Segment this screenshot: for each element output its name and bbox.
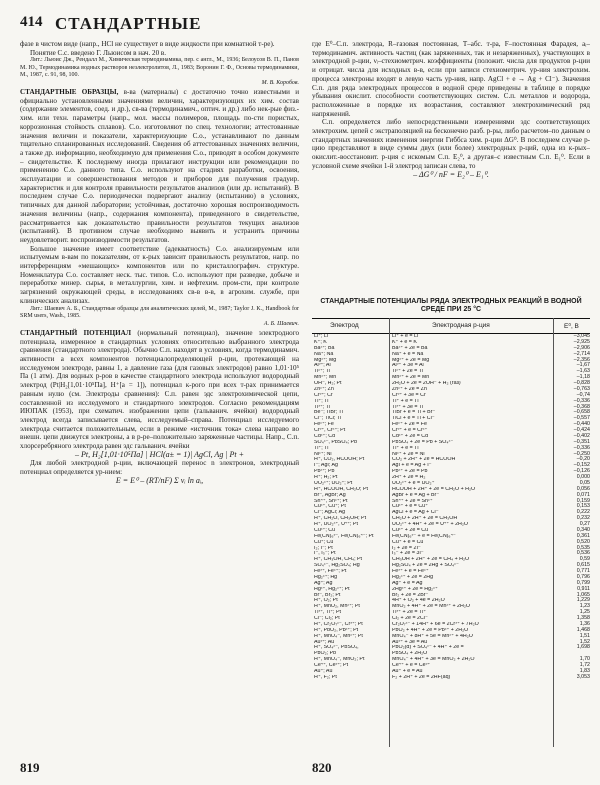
electrode-cell: Na⁺; Na	[314, 351, 334, 357]
body-standard-samples: в-ва (материалы) с достаточно точно известными и официально установленными значениями величин, характеризующих их хим. состав (содержание элементов, соед. и др.), св-ва (термодинамич., оптич. и др.) либо нек-рые физ.-хим. или техн. параметры (напр., мол. массы полимеров, площадь по-сти пористых, коррозионная стойкость сплавов). С.о. изготовляют по спец. технологии; аттестованные значения величин и показатели, характеризующие С.о., устанавливают по данным тщательно спланированных исследований. Сведения об аттестованных значениях величин, а также др. информацию, необходимую для применения С.о., приводят в особом документе – свидетельстве. К последнему иногда прилагают инструкции или рекомендации по применению С.о. данного типа. С.о. используют на стадиях разработки, освоения, эксплуатации и совершенствования методов и приборов для получения градуир. характеристик и для контроля правильности результатов анализов (или др. испытаний). В последнем случае С.о. периодически подвергают анализу (испытанию) в условиях, типичных для данной лаборатории; устойчивая, достаточно хорошая воспроизводимость значения величины (напр., содержания компонента), приведенного в свидетельстве, рассматривается как доказательство правильности результатов текущих анализов (испытаний). В противном случае необходимо выявить и устранить причины неудовлетворит. воспроизводимости результатов.	[20, 88, 299, 244]
nernst-equation: E = E⁰ – (RT/nF) Σ νᵢ ln aᵢ,	[115, 475, 204, 485]
reaction-cell: Mg²⁺ + 2e = Mg	[392, 357, 430, 363]
reaction-cell: Mn²⁺ + 2e = Mn	[392, 375, 430, 381]
electrode-cell: H⁺; H₂; Pt	[314, 475, 338, 480]
right-paragraph-1: где E⁰–С.п. электрода, R–газовая постоянная, T–абс. т-ра, F–постоянная Фарадея, aᵢ–термодинамич. активность частиц (как заряженных, так и незаряженных), участвующих в электродной р-ции, νᵢ–стехиометрич. коэффициенты (положит. числа для продуктов р-ции и отрицат. числа для исходных в-в, если при записи стехиометрич. ур-ния электрохим. процесса электроны входят в левую часть ур-ния, напр. AgCl + e → Ag + Cl⁻). Значения С.п. для ряда электродных процессов в водной среде приведены в таблице в порядке убывания окислит. способности соответствующих систем. С.п. металлов и водорода, расположенные в порядке их возрастания, составляют электрохимический ряд напряжений.	[312, 40, 590, 118]
reaction-cell: K⁺ + e = K	[392, 339, 417, 345]
reaction-cell: 2H⁺ + 2e = H₂	[392, 475, 426, 480]
electrode-cell: Ag⁺; Ag	[314, 580, 333, 586]
electrode-cell: H⁺, PbO₂, Pb²⁺; Pt	[314, 627, 359, 633]
electrode-cell: Ti²⁺; Ti	[314, 369, 330, 375]
electrode-cell: H⁺, SO₄²⁻, PbSO₄,	[314, 645, 359, 651]
reaction-cell: 2Hg²⁺ + 2e = Hg₂²⁺	[392, 586, 438, 592]
intro-text: фазе в чистом виде (напр., НСl не существует в виде жидкости при комнатной т-ре).	[20, 40, 275, 48]
reaction-cell: Hg₂²⁺ + 2e = 2Hg	[392, 574, 434, 580]
reaction-cell: I₃⁻ + 2e = 3I⁻	[392, 551, 424, 557]
potential-cell: 0,000	[576, 474, 590, 480]
electrode-cell: Br⁻, AgBr; Ag	[314, 492, 346, 498]
reaction-cell: Tl³⁺ + 3e = Ti	[392, 404, 424, 410]
potential-cell: 1,51	[579, 632, 590, 639]
table-title: СТАНДАРТНЫЕ ПОТЕНЦИАЛЫ РЯДА ЭЛЕКТРОДНЫХ РЕАКЦИЙ В ВОДНОЙ СРЕДЕ ПРИ 25 °С	[320, 298, 582, 313]
reaction-cell: Au⁺ + e = Au	[392, 668, 423, 674]
electrode-cell: Pb²⁺; Pb	[314, 469, 335, 475]
reaction-cell: Zn²⁺ + 2e = Zn	[392, 386, 427, 392]
potential-cell: 0,340	[576, 526, 590, 533]
electrode-cell: Fe(CN)₆³⁻, Fe(CN)₆⁴⁻; Pt	[314, 533, 374, 539]
electrode-cell: H⁺, O₂; Pt	[314, 598, 338, 604]
reaction-cell: Ni²⁺ + 2e = Ni	[392, 451, 425, 457]
reaction-cell: CO₂ + 2H⁺ + 2e = HCOOH	[392, 457, 456, 463]
electrode-cell: Ce⁴⁺, Ce³⁺; Pt	[314, 663, 349, 668]
reaction-cell: Br₂ + 2e = 2Br⁻	[392, 592, 429, 598]
reaction-cell: PbO₂ + 4H⁺ + 2e = Pb²⁺ + 2H₂O	[392, 627, 469, 633]
electrode-cell: Zn²⁺; Zn	[314, 386, 334, 392]
potential-cell: –0,424	[573, 427, 590, 433]
heading-standard-samples: СТАНДАРТНЫЕ ОБРАЗЦЫ,	[20, 88, 119, 96]
reference-2: Лит.: Шаевич А. Б., Стандартные образцы для аналитических целей, М., 1987; Taylor J. K., Handbook for SRM users, Wash., 1985.	[20, 305, 299, 319]
potential-cell: –0,658	[573, 409, 590, 416]
reaction-cell: AgI + e = Ag + I⁻	[392, 463, 432, 469]
reaction-cell: Cu²⁺ + 2e = Cu	[392, 527, 429, 533]
reaction-cell: TlCl + e = Tl + Cl⁻	[392, 416, 435, 422]
reaction-cell: Fe²⁺ + 2e = Fe	[392, 422, 427, 428]
author-1: М. В. Коробов.	[261, 80, 299, 87]
reaction-cell: I₂ + 2e = 2I⁻	[392, 545, 421, 551]
potential-cell: 1,468	[576, 626, 590, 633]
potential-cell: –1,18	[576, 374, 590, 381]
electrode-cell: SO₄²⁻, PbSO₄; Pb	[314, 439, 358, 445]
potential-cell: –1,67	[576, 362, 590, 369]
electrode-cell: Cu²⁺; Cu	[314, 527, 336, 533]
potential-cell: 0,59	[579, 556, 590, 563]
reaction-cell: CH₂O + 2H⁺ + 2e = CH₃OH	[392, 516, 458, 522]
potential-cell: –0,20	[576, 456, 590, 463]
electrode-cell: Be⁻; TiBr; Tl	[314, 410, 343, 416]
reaction-cell: Hg₂SO₄ + 2e = 2Hg + SO₄²⁻	[392, 563, 459, 569]
electrode-cell: H⁺, CH₂O, CH₃OH; Pt	[314, 516, 367, 522]
electrode-cell: Cr³⁺, Cr²⁺; Pt	[314, 428, 346, 433]
page-number-footer-right: 820	[312, 760, 332, 775]
potential-cell: –0,368	[573, 403, 590, 410]
potential-cell: 0,536	[576, 550, 590, 557]
electrode-cell: SO₄²⁻, Hg₂SO₄; Hg	[314, 563, 360, 569]
electrode-cell: H⁺, MnO₄⁻, Mn²⁺; Pt	[314, 633, 363, 639]
electrode-cell: Au⁺; Au	[314, 668, 333, 674]
reaction-cell: Cr₂O₇²⁻ + 14H⁺ + 6e = 2Cr³⁺ + 7H₂O	[392, 621, 479, 627]
page-number-header: 414	[20, 14, 43, 30]
electrode-cell: Hg₂²⁺; Hg	[314, 574, 338, 580]
electrode-cell: I₂; I⁻; Pt	[314, 545, 333, 551]
electrode-cell: Cl⁻; AgCl; Ag	[314, 510, 346, 516]
potential-cell: –0,440	[573, 421, 590, 428]
potential-cell: 1,698	[576, 644, 590, 651]
body-standard-potential-2: Для любой электродной р-ции, включающей перенос n электронов, электродный потенциал определяется ур-нием:	[20, 459, 299, 477]
reaction-cell: Tl³⁺ + 2e = Tl⁺	[392, 610, 427, 616]
potential-cell: –0,557	[573, 415, 590, 422]
reaction-cell: MnO₄⁻ + 8H⁺ + 5e = Mn²⁺ + 4H₂O	[392, 633, 473, 639]
potential-cell: 1,229	[576, 597, 590, 604]
reaction-cell: Cd²⁺ + 2e = Cd	[392, 433, 429, 439]
reaction-cell: Au³⁺ + 3e = Au	[392, 639, 428, 645]
potential-cell: –3,045	[573, 333, 590, 339]
table-header-potential: E⁰, В	[564, 323, 579, 330]
electrode-cell: K⁺; K	[314, 339, 327, 345]
electrode-cell: Au³⁺; Au	[314, 639, 335, 645]
potential-cell: 0,911	[577, 585, 590, 592]
electrode-cell: Ni²⁺; Ni	[314, 451, 332, 457]
reaction-cell: Cu²⁺ + e = Cu⁺	[392, 504, 428, 510]
body-standard-potential: (нормальный потенциал), значение электродного потенциала, измеренное в стандартных условиях относительно выбранного электрода сравнения (стандартного электрода). Обычно С.п. находят в условиях, когда термодинамич. активности а всех компонентов потенциалопределяющей р-ции, протекающей на исследуемом электроде, равны 1, а давление газа (для газовых электродов) равно 1,01·10⁵ Па (1 атм). Для водных р-ров в качестве стандартного электрода используют водородный электрод (Pt|H₂[1,01·10⁵Па], H⁺[a = 1]), потенциал к-рого при всех т-рах принимается равным нулю (см. Электроды сравнения): С.п. равен эдс электрохимической цепи, составленной из исследуемого и стандартного электродов. Согласно рекомендациям ИЮПАК (1953), при схематич. изображении цепи (гальванич. ячейки) водородный электрод всегда записывается слева, исследуемый–справа. Потенциал исследуемого электрода считается положительным, если в режиме «источник тока» слева направо во внешн. цепи движутся электроны, а в р-ре–положительно заряженные частицы. Напр., С.п. хлорсеребряного электрода равен эдс гальванич. ячейки	[20, 328, 299, 451]
potential-cell: 1,23	[579, 603, 590, 610]
reaction-cell: 2H₂O + 2e = 2OH⁻ + H₂ (газ)	[392, 381, 461, 386]
potential-cell: 1,25	[579, 609, 590, 616]
electrode-cell: Sn⁴⁺, Sn²⁺; Pt	[314, 498, 348, 504]
potential-cell: 0,535	[576, 544, 590, 551]
potential-cell: 0,771	[576, 568, 590, 574]
electrode-cell: Li⁺; Li	[314, 334, 328, 339]
table-row	[312, 675, 590, 681]
electrode-cell: Fe³⁺, Fe²⁺; Pt	[314, 569, 347, 574]
reaction-cell: Cr³⁺ + 3e = Cr	[392, 392, 426, 398]
electrode-cell: H⁺, Cr₂O₇²⁻, Cr³⁺; Pt	[314, 621, 363, 627]
electrode-cell: I⁻, I₃⁻; Pt	[314, 551, 336, 557]
table-header	[312, 318, 590, 334]
potential-cell: 0,799	[576, 579, 590, 586]
electrode-cell: Cd²⁺; Cd	[314, 433, 336, 439]
potential-cell: 0,615	[576, 562, 590, 569]
potential-cell: 0,27	[579, 521, 590, 527]
electrode-cell: Br⁻, Br₂; Pt	[314, 592, 341, 598]
table-header-electrode: Электрод	[330, 322, 359, 329]
potential-cell: –0,250	[573, 450, 590, 457]
table-body	[312, 334, 590, 681]
reaction-cell: Tl⁺ + e = Tl	[392, 445, 419, 451]
potential-cell: 0,153	[576, 503, 590, 510]
potential-cell: –0,152	[573, 462, 590, 469]
potential-cell: –0,763	[573, 385, 590, 392]
electrode-cell: H⁺, MnO₂, Mn²⁺; Pt	[314, 604, 360, 610]
potential-cell: 1,83	[579, 667, 590, 674]
potential-cell: –1,63	[576, 368, 590, 375]
reaction-cell: Tl⁺ + e = Tl	[392, 398, 419, 404]
page-title: СТАНДАРТНЫЕ	[55, 14, 202, 33]
potential-cell: –2,925	[573, 338, 590, 345]
electrode-cell: H⁺, MnO₄⁻, MnO₂; Pt	[314, 657, 365, 663]
electrode-cell: Cu²⁺, Cu⁺; Pt	[314, 504, 346, 510]
electrode-cell: Tl³⁺, Tl⁺; Pt	[314, 610, 341, 616]
potential-cell: 0,071	[576, 491, 590, 498]
potential-cell: –0,336	[573, 397, 590, 404]
reaction-cell: PbSO₄ + 2e = Pb + SO₄²⁻	[392, 439, 454, 445]
potential-cell: –2,714	[573, 350, 590, 357]
potential-cell: –0,126	[573, 468, 590, 475]
electrode-cell: Al³⁺; Al	[314, 363, 331, 369]
reaction-cell: Ba²⁺ + 2e = Ba	[392, 345, 428, 351]
potential-cell: 0,05	[579, 479, 590, 486]
article-standard-samples	[20, 88, 299, 245]
electrode-cell: H⁺, UO₂²⁺, U⁴⁺; Pt	[314, 522, 358, 527]
reaction-cell: UO₂²⁺ + 4H⁺ + 2e = U⁴⁺ + 2H₂O	[392, 522, 469, 527]
body-standard-samples-2: Большое значение имеет соответствие (адекватность) С.о. анализируемым или испытуемым в-вам по показателям, от к-рых зависит правильность результатов, напр. по интерференциям «мешающих» компонентов или по кристаллографич. структуре. Номенклатура С.о. составляет неск. тыс. типов. С.о. используют при разведке, добыче и переработке минер. сырья, в металлургии, хим. и нефтехим. пром-сти, при контроле загрязнений окружающей среды, в исследованиях св-в в-в, в агрохим. службе, при клинических анализах.	[20, 244, 299, 305]
electrode-cell: H⁺, HCOOH, CH₂O; Pt	[314, 486, 368, 492]
electrode-cell: Hg²⁺, Hg₂²⁺; Pt	[314, 586, 350, 592]
reaction-cell: Cl₂ + 2e = 2Cl⁻	[392, 616, 428, 621]
reaction-cell: AgCl + e = Ag + Cl⁻	[392, 510, 439, 516]
reaction-cell: PbO₂(α) + SO₄²⁻ + 4H⁺ + 2e =	[392, 645, 464, 651]
author-2: А. Б. Шаевич.	[263, 321, 299, 328]
intro-text-2: Понятие С.с. введено Г. Льюисом в нач. 20 в.	[30, 48, 167, 57]
reaction-cell: Sn⁴⁺ + 2e = Sn²⁺	[392, 498, 433, 504]
gibbs-equation: – ΔG⁰ / nF = E₂⁰ – E₁⁰.	[413, 169, 489, 179]
electrode-cell: Ti³⁺; Ti	[314, 404, 330, 410]
reaction-cell: Ag⁺ + e = Ag	[392, 580, 423, 586]
cell-formula: – Pt, H₂[1,01·10⁵Па] | HCl(a± = 1)| AgCl, Ag | Pt +	[74, 449, 245, 459]
reaction-cell: Cu⁺ + e = Cu	[392, 539, 424, 545]
potential-cell: 1,70	[579, 656, 590, 663]
electrode-cell: Mg²⁺; Mg	[314, 357, 337, 363]
potential-cell: 0,222	[576, 509, 590, 516]
electrode-cell: Tl⁺; Tl	[314, 445, 329, 451]
potential-cell: 0,159	[576, 497, 590, 504]
electrode-cell: I⁻; AgI; Ag	[314, 463, 338, 469]
electrode-cell: OH⁻, H₂; Pt	[314, 381, 342, 386]
potential-cell: 1,36	[579, 620, 590, 627]
potential-cell: 1,72	[579, 662, 590, 668]
potential-cell: –0,402	[573, 432, 590, 439]
potential-cell: –0,828	[573, 380, 590, 386]
left-column	[20, 40, 299, 740]
reaction-cell: CH₃OH + 2H⁺ + 2e = CH₄ + H₂O	[392, 557, 470, 563]
electrode-cell: Cl⁻; Cl₂; Pt	[314, 616, 340, 621]
potential-cell: 1,065	[576, 591, 590, 598]
reaction-cell: MnO₄⁻ + 4H⁺ + 3e = MnO₂ + 2H₂O	[392, 657, 475, 663]
potential-cell: 1,52	[579, 638, 590, 645]
electrode-cell: Ba²⁺; Ba	[314, 345, 335, 351]
reaction-cell: TlBr + e = Tl + Br⁻	[392, 410, 436, 416]
reference-1: Лит.: Льюис Дж., Рендалл М., Химическая термодинамика, пер. с англ., М., 1936; Белоусов В. П., Панов М. Ю., Термодинамика водных растворов неэлектролитов, Л., 1983; Воронин Г. Ф., Основы термодинамики, М., 1987, с. 91, 98, 100.	[20, 57, 299, 78]
potential-cell: 0,796	[576, 573, 590, 580]
reaction-cell: 4H⁺ + O₂ + 4e = 2H₂O	[392, 598, 445, 604]
electrode-cell: H⁺, CO₂, HCOOH; Pt	[314, 457, 365, 463]
electrode-cell: Mn²⁺; Mn	[314, 375, 337, 381]
reaction-cell: Ti²⁺ + 2e = Ti	[392, 369, 423, 375]
table-header-reaction: Электродная р-ция	[432, 322, 490, 329]
reaction-cell: UO₂²⁺ + e = UO₂⁺	[392, 480, 435, 486]
electrode-cell: Cl⁻; TlCl; Tl	[314, 416, 342, 422]
potential-cell: 1,358	[576, 615, 590, 621]
reaction-cell: Fe³⁺ + e = Fe²⁺	[392, 569, 429, 574]
electrode-cell: H⁺, F₂; Pt	[314, 674, 337, 680]
electrode-cell: Tl⁺; Tl	[314, 398, 329, 404]
potential-cell: 0,520	[576, 538, 590, 545]
reaction-cell: F₂ + 2H⁺ + 2e = 2HF(aq)	[392, 674, 451, 680]
potential-cell: –0,74	[576, 391, 590, 398]
potential-cell: –0,336	[573, 444, 590, 451]
reaction-cell: Na⁺ + e = Na	[392, 351, 424, 357]
article-standard-potential	[20, 329, 299, 451]
potential-cell: –2,356	[573, 356, 590, 363]
potential-cell: 0,361	[576, 532, 590, 539]
potential-cell: 0,056	[576, 485, 590, 492]
page-number-footer-left: 819	[20, 760, 40, 775]
reaction-cell: MnO₂ + 4H⁺ + 2e = Mn²⁺ + 2H₂O	[392, 604, 471, 610]
right-paragraph-2: С.п. определяется либо непосредственными измерениями эдс соответствующих электрохим. цепей с экстраполяцией на бесконечно разб. р-ры, либо расчетом–по данным о стандартных значениях изменения энергии Гиббса хим. р-ции ΔG⁰. В последнем случае р-цию представляют в виде суммы двух (или более) электродных р-ций, одна из к-рых–окислит.-восстановит. р-ция с искомым С.п. E₂⁰, а другая–с известным С.п. E₁⁰. Если в условной схеме ячейки 1-й электрод записан слева, то	[312, 118, 590, 170]
potential-cell: 3,053	[576, 673, 590, 680]
electrode-cell: Cr³⁺; Cr	[314, 392, 333, 398]
reaction-cell: Cr³⁺ + e = Cr²⁺	[392, 428, 428, 433]
heading-standard-potential: СТАНДАРТНЫЙ ПОТЕНЦИАЛ	[20, 328, 132, 337]
potential-cell: –2,906	[573, 344, 590, 351]
reaction-cell: Fe(CN)₆³⁻ + e = Fe(CN)₆⁴⁻	[392, 533, 456, 539]
electrode-cell: H⁺, CH₃OH, CH₄; Pt	[314, 557, 363, 563]
right-column	[312, 40, 590, 295]
electrode-cell: PbO₂; Pb	[314, 651, 337, 657]
reaction-cell: HCOOH + 2H⁺ + 2e = CH₂O + H₂O	[392, 486, 476, 492]
potential-cell: 0,232	[576, 515, 590, 522]
reaction-cell: PbSO₄ + 2H₂O	[392, 651, 428, 657]
reaction-cell: Ce⁴⁺ + e = Ce³⁺	[392, 663, 431, 668]
potential-cell: –0,351	[573, 438, 590, 445]
electrode-cell: UO₂²⁺; UO₂⁺; Pt	[314, 480, 353, 486]
reaction-cell: Al³⁺ + 3e = Al	[392, 363, 424, 369]
reaction-cell: Pb²⁺ + 2e = Pb	[392, 469, 428, 475]
reaction-cell: AgBr + e = Ag + Br⁻	[392, 492, 440, 498]
reaction-cell: Li⁺ + e = Li	[392, 334, 419, 339]
electrode-cell: Cu⁺; Cu	[314, 539, 334, 545]
electrode-cell: Fe²⁺; Fe	[314, 422, 334, 428]
